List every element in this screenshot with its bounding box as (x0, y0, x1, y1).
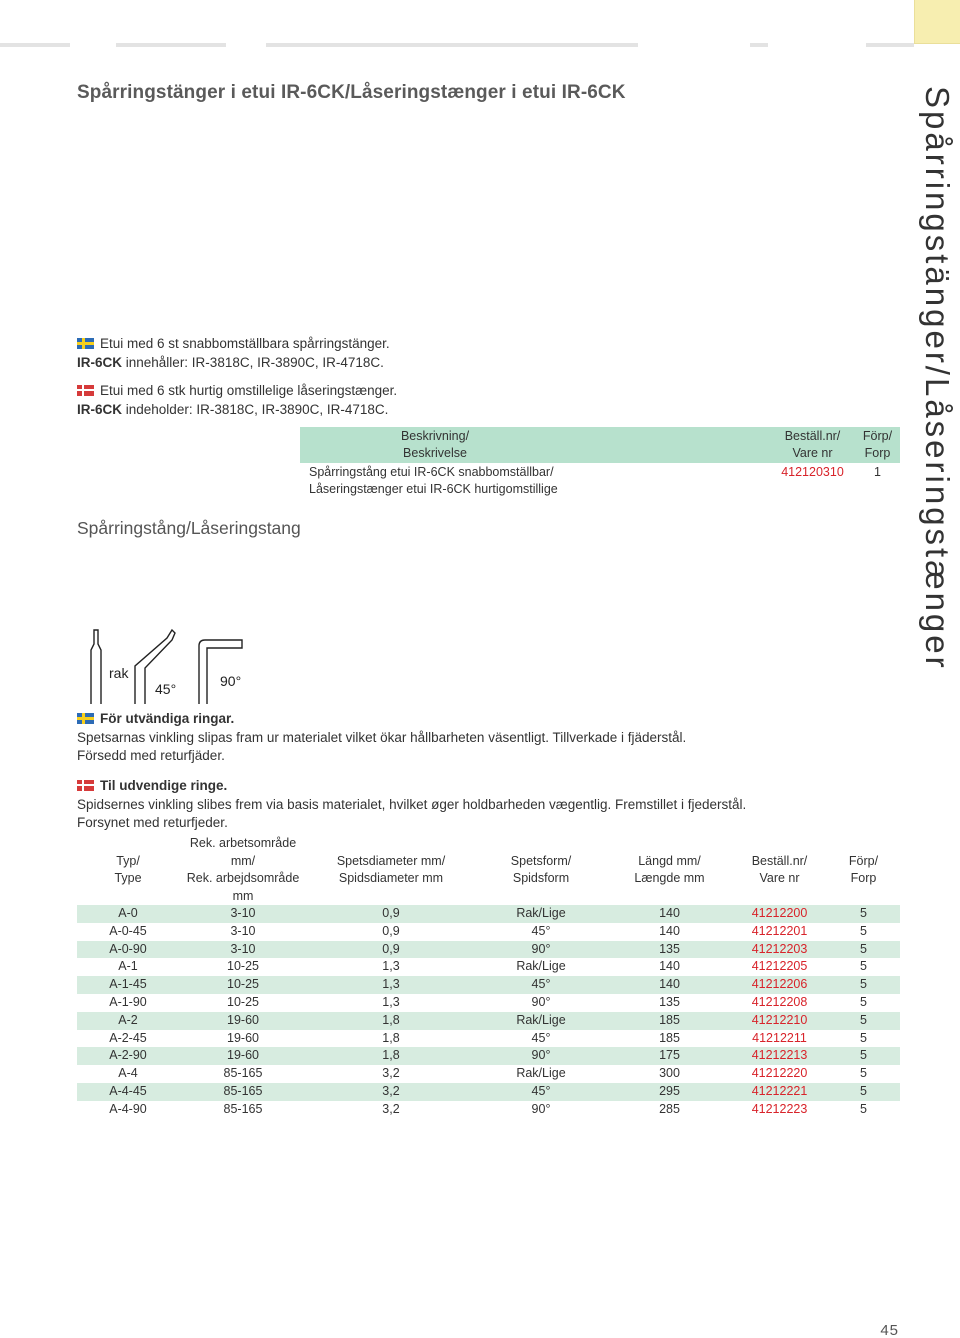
page-title: Spårringstänger i etui IR-6CK/Låseringstænger i etui IR-6CK (77, 82, 626, 103)
tip-shapes-illustration (77, 628, 257, 708)
table-cell: 3,2 (382, 1101, 400, 1116)
table-cell: Rak/Lige (516, 959, 566, 974)
table-cell: 185 (659, 1030, 680, 1045)
top-rule-4 (750, 43, 768, 47)
table-cell: 41212201 (751, 923, 808, 938)
table-cell: 3,2 (382, 1083, 400, 1098)
table-cell: 41212208 (751, 994, 808, 1009)
table-cell: 0,9 (382, 923, 400, 938)
page-number: 45 (880, 1322, 899, 1338)
table-cell: 300 (659, 1066, 680, 1081)
table-cell: 90° (531, 1101, 551, 1116)
table-cell: 3-10 (230, 906, 256, 920)
table-cell: 41212210 (751, 1012, 808, 1027)
intro (77, 335, 397, 429)
danish-flag-icon (77, 780, 94, 791)
table-cell: 10-25 (227, 959, 259, 974)
column-header-line: Spidsdiameter mm (338, 871, 444, 885)
column-header-line: Spetsform/ (510, 853, 572, 868)
table-cell: 5 (860, 977, 867, 992)
label-45: 45° (155, 681, 177, 697)
table-row (77, 994, 900, 1012)
table-row (77, 976, 900, 994)
table-row (77, 923, 900, 941)
header-description-line1: Beskrivning/ (400, 429, 470, 443)
table-cell: 5 (860, 994, 867, 1009)
table-cell: 1,8 (382, 1030, 400, 1045)
table-cell: 140 (659, 959, 680, 974)
table-cell: 85-165 (223, 1066, 263, 1081)
column-header (77, 835, 179, 905)
table-cell: A-4-45 (109, 1083, 147, 1098)
table-cell: 41212223 (751, 1101, 808, 1116)
table-cell: 285 (659, 1101, 680, 1116)
table-cell: 135 (659, 994, 680, 1009)
corner-tab (914, 0, 960, 44)
product-pack: 1 (874, 465, 881, 479)
table-cell: 19-60 (227, 1012, 259, 1027)
header-order-no-line2: Vare nr (792, 446, 833, 460)
column-header (179, 835, 307, 905)
table-cell: 3-10 (230, 941, 256, 956)
table-cell: 45° (531, 1030, 551, 1045)
table-cell: 5 (860, 923, 867, 938)
top-rule-2 (116, 43, 226, 47)
table-cell: 5 (860, 906, 867, 920)
table-cell: 19-60 (227, 1030, 259, 1045)
column-header (732, 835, 827, 905)
column-header-line: Forp (850, 871, 877, 885)
table-cell: 3,2 (382, 1066, 400, 1081)
top-rule-3 (266, 43, 638, 47)
table-cell: 5 (860, 1048, 867, 1063)
table-cell: 5 (860, 1030, 867, 1045)
header-description-line2: Beskrivelse (403, 446, 467, 460)
description-se-line2: Försedd med returfjäder. (77, 748, 225, 763)
table-row (77, 1101, 900, 1119)
intro-se-line1: Etui med 6 st snabbomställbara spårringstänger. (100, 336, 390, 351)
table-cell: 0,9 (382, 941, 400, 956)
column-header-line: Rek. arbejdsområde mm (186, 871, 300, 903)
intro-dk-model: IR-6CK (77, 401, 123, 417)
table-cell: 135 (659, 941, 680, 956)
table-cell: 3-10 (230, 923, 256, 938)
table-cell: A-4-90 (109, 1101, 147, 1116)
header-pack-line2: Forp (864, 446, 891, 460)
table-cell: 1,3 (382, 977, 400, 992)
pliers-table-header (77, 835, 900, 905)
column-header-line: Typ/ (116, 853, 140, 868)
table-cell: 295 (659, 1083, 680, 1098)
table-cell: 10-25 (227, 977, 259, 992)
table-cell: 41212206 (751, 977, 808, 992)
column-header-line: Spetsdiameter mm/ (336, 853, 446, 868)
column-header-line: Rek. arbetsområde mm/ (189, 836, 297, 868)
product-description-line2: Låseringstænger etui IR-6CK hurtigomstillige (309, 482, 558, 496)
intro-dk (77, 382, 397, 419)
table-cell: A-1 (118, 959, 138, 974)
description-dk-head: Til udvendige ringe. (100, 778, 228, 793)
table-row (77, 1047, 900, 1065)
table-row (77, 1012, 900, 1030)
product-order-no: 412120310 (781, 465, 844, 479)
label-straight: rak (109, 665, 129, 681)
header-description (300, 427, 570, 463)
table-cell: 90° (531, 941, 551, 956)
table-cell: 1,8 (382, 1048, 400, 1063)
table-row (77, 1030, 900, 1048)
product-row (300, 463, 900, 499)
intro-dk-contents: indeholder: IR-3818C, IR-3890C, IR-4718C. (122, 401, 389, 417)
table-cell: 41212221 (751, 1083, 808, 1098)
column-header-line: Beställ.nr/ (751, 853, 808, 868)
intro-se (77, 335, 397, 372)
column-header-line: Längd mm/ (638, 853, 701, 868)
90-tip-shape (199, 640, 242, 704)
column-header (607, 835, 732, 905)
table-cell: 90° (531, 994, 551, 1009)
description-dk-line2: Forsynet med returfjeder. (77, 815, 228, 830)
column-header-line: Förp/ (848, 853, 879, 868)
table-row (77, 905, 900, 923)
column-header-line: Spidsform (512, 871, 570, 885)
table-cell: 45° (531, 923, 551, 938)
description-se-head: För utvändiga ringar. (100, 711, 235, 726)
label-90: 90° (220, 673, 242, 689)
table-cell: 41212211 (752, 1030, 807, 1045)
table-row (77, 1065, 900, 1083)
product-label: Spårringstång/Låseringstang (77, 518, 301, 538)
swedish-flag-icon (77, 338, 94, 349)
column-header (827, 835, 900, 905)
column-header-line: Type (114, 871, 142, 885)
header-pack-line1: Förp/ (862, 429, 893, 443)
intro-dk-line1: Etui med 6 stk hurtig omstillelige låseringstænger. (100, 383, 398, 398)
table-cell: 185 (659, 1012, 680, 1027)
table-cell: A-1-90 (109, 994, 147, 1009)
table-cell: 5 (860, 941, 867, 956)
table-cell: A-4 (118, 1066, 138, 1081)
table-cell: 5 (860, 1066, 867, 1081)
column-header-line: Længde mm (634, 871, 705, 885)
table-cell: A-0 (118, 906, 138, 920)
table-cell: 1,3 (382, 959, 400, 974)
table-cell: A-2 (118, 1012, 138, 1027)
table-cell: A-0-90 (109, 941, 147, 956)
table-row (77, 1083, 900, 1101)
table-cell: 5 (860, 1101, 867, 1116)
table-row (77, 958, 900, 976)
product-description (300, 463, 770, 499)
description-se-line1: Spetsarnas vinkling slipas fram ur materialet vilket ökar hållbarheten väsentligt. Tillverkade i fjäderstål. (77, 729, 687, 745)
table-cell: 45° (531, 977, 551, 992)
product-description-line1: Spårringstång etui IR-6CK snabbomställbar/ (309, 465, 554, 479)
table-cell: 10-25 (227, 994, 259, 1009)
table-cell: A-2-90 (109, 1048, 147, 1063)
side-title: Spårringstänger/Låseringstænger (919, 86, 956, 671)
description-se (77, 710, 837, 766)
product-table (300, 427, 900, 499)
top-rule-1 (0, 43, 70, 47)
table-cell: A-2-45 (109, 1030, 147, 1045)
table-cell: 41212205 (751, 959, 808, 974)
table-cell: 5 (860, 1012, 867, 1027)
table-cell: Rak/Lige (516, 906, 566, 920)
table-cell: 41212220 (751, 1066, 808, 1081)
table-cell: A-1-45 (109, 977, 147, 992)
table-cell: 140 (659, 906, 680, 920)
swedish-flag-icon (77, 713, 94, 724)
table-cell: 90° (531, 1048, 551, 1063)
description-dk (77, 777, 837, 833)
table-cell: Rak/Lige (516, 1066, 566, 1081)
intro-se-contents: innehåller: IR-3818C, IR-3890C, IR-4718C. (122, 354, 384, 370)
product-table-header (300, 427, 900, 463)
table-cell: 175 (659, 1048, 680, 1063)
column-header-line: Vare nr (759, 871, 800, 885)
column-header (475, 835, 607, 905)
table-row (77, 941, 900, 959)
table-cell: 41212213 (751, 1048, 808, 1063)
table-cell: Rak/Lige (516, 1012, 566, 1027)
intro-se-model: IR-6CK (77, 354, 123, 370)
table-cell: 0,9 (382, 906, 400, 920)
top-rule-5 (866, 43, 914, 47)
table-cell: 1,3 (382, 994, 400, 1009)
danish-flag-icon (77, 385, 94, 396)
straight-tip-shape (91, 630, 101, 704)
table-cell: 41212203 (751, 941, 808, 956)
pliers-table-body (77, 905, 900, 1119)
table-cell: 140 (659, 977, 680, 992)
description-dk-line1: Spidsernes vinkling slibes frem via basis materialet, hvilket øger holdbarheden vægentlig. Fremstillet i fjederstål. (77, 796, 747, 812)
header-order-no-line1: Beställ.nr/ (784, 429, 841, 443)
table-cell: 19-60 (227, 1048, 259, 1063)
column-header (307, 835, 475, 905)
pliers-table (77, 835, 900, 1119)
table-cell: 45° (531, 1083, 551, 1098)
table-cell: A-0-45 (109, 923, 147, 938)
header-order-no (770, 427, 855, 463)
table-cell: 41212200 (751, 906, 808, 920)
table-cell: 85-165 (223, 1083, 263, 1098)
table-cell: 140 (659, 923, 680, 938)
table-cell: 85-165 (223, 1101, 263, 1116)
table-cell: 1,8 (382, 1012, 400, 1027)
table-cell: 5 (860, 1083, 867, 1098)
table-cell: 5 (860, 959, 867, 974)
header-pack (855, 427, 900, 463)
